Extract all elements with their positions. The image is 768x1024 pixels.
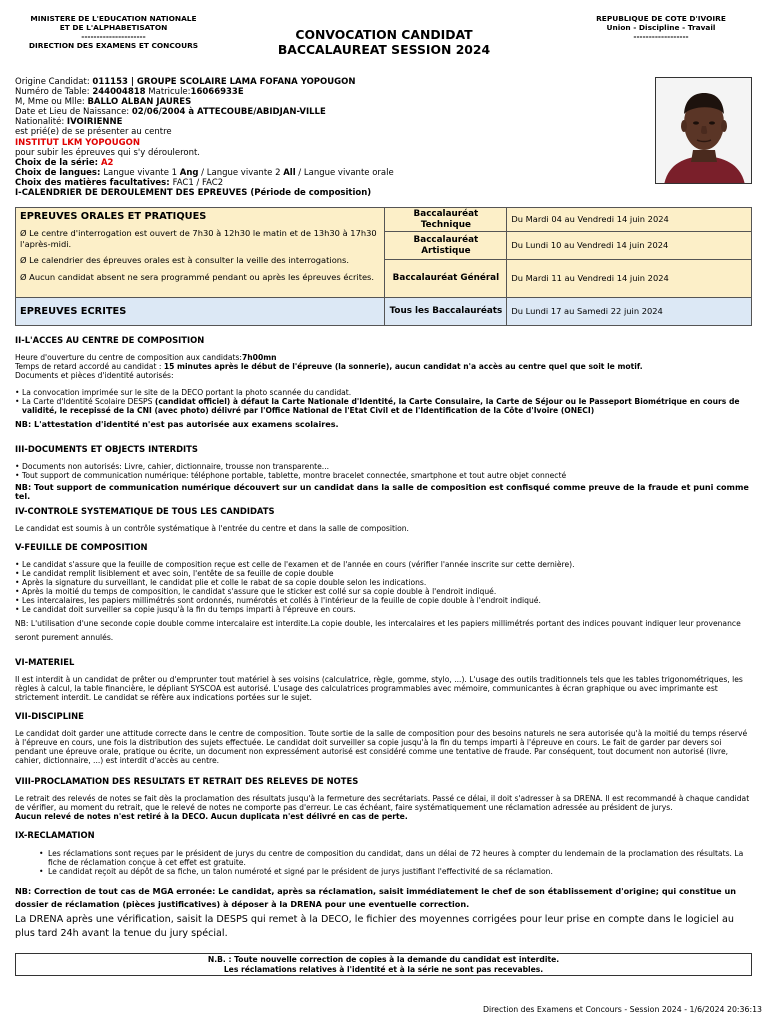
candidate-photo bbox=[655, 77, 752, 184]
matricule-label: Matricule: bbox=[145, 87, 191, 98]
candidate-name: BALLO ALBAN JAURES bbox=[87, 97, 192, 108]
nationality-value: IVOIRIENNE bbox=[66, 117, 123, 128]
origine-label: Origine Candidat: bbox=[15, 77, 93, 87]
serie-label: Choix de la série: bbox=[15, 157, 101, 168]
motto-line: Union - Discipline - Travail bbox=[606, 23, 716, 32]
direction-line: DIRECTION DES EXAMENS ET CONCOURS bbox=[28, 41, 199, 50]
retard-value: 15 minutes après le début de l'épreuve (la sonnerie), aucun candidat n'a accès au centre quel que soit le motif. bbox=[163, 362, 643, 371]
nb-box bbox=[15, 953, 752, 976]
discipline-text: Le candidat doit garder une attitude correcte dans le centre de composition. Toute sortie de la salle de composition pour des besoins naturels ne sera autorisée qu'à la moitié du temps réservé à l'épreuve en cours, une fois la distribution des sujets effectuée. Le candidat doit surveiller sa copie jusqu'à la fin du temps imparti à l'épreuve en cours. Le fait de garder par devers soi pendant une épreuve orale, pratique ou écrite, un document non expressément autorisé est considéré comme une tentative de fraude. Par conséquent, tout document non autorisé (livre, cahier, dictionnaire, ...) est interdit d'accès au centre. bbox=[15, 729, 748, 765]
ministry-line-2: ET DE L'ALPHABETISATON bbox=[59, 23, 168, 32]
retard-label: Temps de retard accordé au candidat : bbox=[15, 362, 164, 371]
retard-row bbox=[15, 362, 752, 371]
list-item: • Le candidat doit surveiller sa copie jusqu'à la fin du temps imparti à l'épreuve en cours. bbox=[15, 605, 752, 614]
birth-label: Date et Lieu de Naissance: bbox=[15, 107, 132, 118]
section-controle bbox=[15, 506, 752, 533]
bac-technique-dates: Du Mardi 04 au Vendredi 14 juin 2024 bbox=[507, 208, 752, 232]
feuille-list bbox=[15, 560, 752, 614]
nb-box-line-1: N.B. : Toute nouvelle correction de copies à la demande du candidat est interdite. bbox=[207, 955, 560, 964]
republic-header bbox=[568, 14, 754, 41]
title-line-2: BACCALAUREAT SESSION 2024 bbox=[277, 41, 491, 57]
orales-items bbox=[16, 224, 384, 282]
document-title bbox=[250, 28, 518, 57]
ecrites-dates: Du Lundi 17 au Samedi 22 juin 2024 bbox=[507, 298, 752, 326]
bac-artistique-dates: Du Lundi 10 au Vendredi 14 juin 2024 bbox=[507, 232, 752, 260]
heure-row bbox=[15, 353, 752, 362]
portrait-image bbox=[656, 78, 752, 184]
list-item: • Après la moitié du temps de composition, le candidat s'assure que le sticker est collé sur sa copie double à l'endroit indiqué. bbox=[15, 587, 752, 596]
list-item: • Les intercalaires, les papiers millimétrés sont ordonnés, numérotés et collés à l'intérieur de la feuille de copie double à l'endroit indiqué. bbox=[15, 596, 752, 605]
section-title: IX-RECLAMATION bbox=[15, 830, 95, 840]
candidate-info bbox=[15, 77, 645, 198]
ministry-header bbox=[16, 14, 211, 50]
list-item: • Le candidat remplit lisiblement et avec soin, l'entête de sa feuille de copie double bbox=[15, 569, 752, 578]
section-feuille bbox=[15, 542, 752, 645]
section-title: VIII-PROCLAMATION DES RESULTATS ET RETRAIT DES RELEVES DE NOTES bbox=[15, 776, 359, 786]
list-item: • Le candidat reçoit au dépôt de sa fiche, un talon numéroté et signé par le président de jurys justifiant l'effectivité de sa réclamation. bbox=[15, 867, 752, 876]
orales-cell bbox=[16, 208, 385, 298]
lv-oral-text: / Langue vivante orale bbox=[295, 167, 394, 178]
nb-box-line-2: Les réclamations relatives à l'identité et à la série ne sont pas recevables. bbox=[223, 965, 544, 974]
feuille-nb: NB: L'utilisation d'une seconde copie double comme intercalaire est interdite.La copie double, les intercalaires et les papiers millimétrés portant des indices pouvant indiquer leur provenance seront purement annulés. bbox=[15, 619, 741, 642]
docs-list bbox=[15, 388, 752, 415]
section-proclamation bbox=[15, 776, 752, 821]
bac-artistique: Baccalauréat Artistique bbox=[385, 232, 507, 260]
prie-text: est prié(e) de se présenter au centre bbox=[15, 127, 172, 138]
drena-text: La DRENA après une vérification, saisit la DESPS qui remet à la DECO, le fichier des moyennes corrigées pour leur prise en compte dans le logiciel au plus tard 24h avant la tenue du jury spécial. bbox=[15, 914, 734, 939]
lv2-value: All bbox=[283, 167, 296, 178]
nationality-label: Nationalité: bbox=[15, 117, 67, 128]
section-discipline bbox=[15, 711, 752, 765]
list-item: • Le candidat s'assure que la feuille de composition reçue est celle de l'examen et de l'année en cours (vérifier l'année inscrite sur cette dernière). bbox=[15, 560, 752, 569]
facultatives-value: FAC1 / FAC2 bbox=[172, 177, 224, 188]
section-interdits bbox=[15, 444, 752, 501]
interdits-list bbox=[15, 462, 752, 480]
facultatives-label: Choix des matières facultatives: bbox=[15, 177, 173, 188]
exam-center: INSTITUT LKM YOPOUGON bbox=[15, 137, 140, 148]
list-item bbox=[15, 397, 752, 415]
orales-item: Ø Le calendrier des épreuves orales est à consulter la veille des interrogations. bbox=[20, 255, 349, 266]
table-label: Numéro de Table: bbox=[15, 87, 93, 98]
section-reclamation bbox=[15, 830, 752, 911]
republic-separator: ------------------ bbox=[633, 32, 689, 41]
langues-label: Choix de langues: bbox=[15, 167, 104, 178]
page-footer: Direction des Examens et Concours - Session 2024 - 1/6/2024 20:36:13 bbox=[482, 1005, 762, 1014]
nationality-row bbox=[15, 117, 645, 127]
serie-row bbox=[15, 158, 645, 168]
section-acces bbox=[15, 335, 752, 429]
ministry-line-1: MINISTERE DE L'EDUCATION NATIONALE bbox=[30, 14, 197, 23]
birth-row bbox=[15, 107, 645, 117]
list-item: • Documents non autorisés: Livre, cahier, dictionnaire, trousse non transparente... bbox=[15, 462, 752, 471]
facultatives-row bbox=[15, 178, 645, 188]
section-title: II-L'ACCES AU CENTRE DE COMPOSITION bbox=[15, 335, 205, 345]
ecrites-title: EPREUVES ECRITES bbox=[16, 298, 385, 326]
section-title: IV-CONTROLE SYSTEMATIQUE DE TOUS LES CANDIDATS bbox=[15, 506, 275, 516]
origine-row bbox=[15, 77, 645, 87]
ecrites-bac: Tous les Baccalauréats bbox=[385, 298, 507, 326]
section-title: VII-DISCIPLINE bbox=[15, 711, 84, 721]
materiel-text: Il est interdit à un candidat de prêter ou d'emprunter tout matériel à ses voisins (calculatrice, règle, gomme, stylo, ...). L'usage des outils traditionnels tels que les tables trigonométriques, les règles à calcul, la table financière, le dépliant SYSCOA est autorisé. L'usage des calculatrices programmables avec mémoire, communicantes à écran graphique ou avec imprimante est strictement interdit. Le candidat se réfère aux indications portées sur le sujet. bbox=[15, 675, 743, 702]
list-item: • Les réclamations sont reçues par le président de jurys du centre de composition du candidat, dans un délai de 72 heures à compter du lendemain de la proclamation des résultats. La fiche de réclamation conçue à cet effet est gratuite. bbox=[15, 849, 752, 867]
title-line-1: CONVOCATION CANDIDAT bbox=[295, 27, 473, 42]
section-title: III-DOCUMENTS ET OBJECTS INTERDITS bbox=[15, 444, 198, 454]
proclamation-bold: Aucun relevé de notes n'est retiré à la DECO. Aucun duplicata n'est délivré en cas de perte. bbox=[15, 812, 408, 821]
heure-value: 7h00mn bbox=[241, 353, 277, 362]
list-item: • Tout support de communication numérique: téléphone portable, tablette, montre bracelet connectée, smartphone et tout autre objet connecté bbox=[15, 471, 752, 480]
section-title: VI-MATERIEL bbox=[15, 657, 75, 667]
bac-general: Baccalauréat Général bbox=[385, 260, 507, 298]
table-row bbox=[15, 87, 645, 97]
birth-value: 02/06/2004 à ATTECOUBE/ABIDJAN-VILLE bbox=[131, 107, 326, 118]
orales-item: Ø Le centre d'interrogation est ouvert de 7h30 à 12h30 le matin et de 13h30 à 17h30 l'après-midi. bbox=[20, 228, 377, 249]
nb-mga: NB: Correction de tout cas de MGA erronée: Le candidat, après sa réclamation, saisit immédiatement le chef de son établissement d'origine; qui constitue un dossier de réclamation (pièces justificatives) à déposer à la DRENA pour une eventuelle correction. bbox=[15, 886, 737, 909]
langues-row bbox=[15, 168, 645, 178]
lv1-value: Ang bbox=[179, 167, 199, 178]
lv1-text: Langue vivante 1 bbox=[103, 167, 180, 178]
ministry-separator: --------------------- bbox=[81, 32, 146, 41]
orales-title: EPREUVES ORALES ET PRATIQUES bbox=[20, 211, 207, 222]
republic-line: REPUBLIQUE DE COTE D'IVOIRE bbox=[596, 14, 726, 23]
serie-value: A2 bbox=[100, 157, 114, 168]
id-card-text: La Carte d'Identité Scolaire DESPS bbox=[22, 397, 155, 406]
name-label: M, Mme ou Mlle: bbox=[15, 97, 88, 108]
orales-item: Ø Aucun candidat absent ne sera programmé pendant ou après les épreuves écrites. bbox=[20, 271, 375, 282]
list-item: • Après la signature du surveillant, le candidat plie et colle le rabat de sa copie double selon les indications. bbox=[15, 578, 752, 587]
calendar-title: I-CALENDRIER DE DEROULEMENT DES EPREUVES (Période de composition) bbox=[15, 188, 372, 199]
table-number: 244004818 bbox=[92, 87, 146, 98]
id-card-bold: (candidat officiel) à défaut la Carte Nationale d'Identité, la Carte Consulaire, la Carte de Séjour ou le Passeport Biométrique en cours de validité, le recepissé de la CNI (avec photo) délivré par l'Office National de l'Etat Civil et de l'Identification de la Côte d'Ivoire (ONECI) bbox=[22, 397, 740, 415]
list-item: • La convocation imprimée sur le site de la DECO portant la photo scannée du candidat. bbox=[15, 388, 752, 397]
controle-text: Le candidat est soumis à un contrôle systématique à l'entrée du centre et dans la salle de composition. bbox=[15, 524, 409, 533]
origine-value: 011153 | GROUPE SCOLAIRE LAMA FOFANA YOPOUGON bbox=[92, 77, 356, 87]
nb-attestation: NB: L'attestation d'identité n'est pas autorisée aux examens scolaires. bbox=[15, 419, 339, 429]
nb-communication: NB: Tout support de communication numérique découvert sur un candidat dans la salle de composition est confisqué comme preuve de la fraude et puni comme tel. bbox=[15, 482, 749, 501]
bac-technique: Baccalauréat Technique bbox=[385, 208, 507, 232]
reclamation-list bbox=[15, 849, 752, 876]
bac-general-dates: Du Mardi 11 au Vendredi 14 juin 2024 bbox=[507, 260, 752, 298]
section-title: V-FEUILLE DE COMPOSITION bbox=[15, 542, 148, 552]
section-materiel bbox=[15, 657, 752, 702]
heure-label: Heure d'ouverture du centre de composition aux candidats: bbox=[15, 353, 242, 362]
name-row bbox=[15, 97, 645, 107]
lv2-text: / Langue vivante 2 bbox=[198, 167, 284, 178]
matricule-value: 16066933E bbox=[190, 87, 244, 98]
epreuves-table bbox=[15, 207, 752, 326]
proclamation-text: Le retrait des relevés de notes se fait dès la proclamation des résultats jusqu'à la fermeture des secrétariats. Passé ce délai, il doit s'adresser à sa DRENA. Il est recommandé à chaque candidat de vérifier, au moment du retrait, que le relevé de notes ne comporte pas d'erreur. Le cas échéant, faire systématiquement une réclamation adressée au président de jurys. bbox=[15, 794, 750, 812]
docs-label: Documents et pièces d'identité autorisés: bbox=[15, 371, 174, 380]
subir-text: pour subir les épreuves qui s'y dérouleront. bbox=[15, 147, 200, 158]
